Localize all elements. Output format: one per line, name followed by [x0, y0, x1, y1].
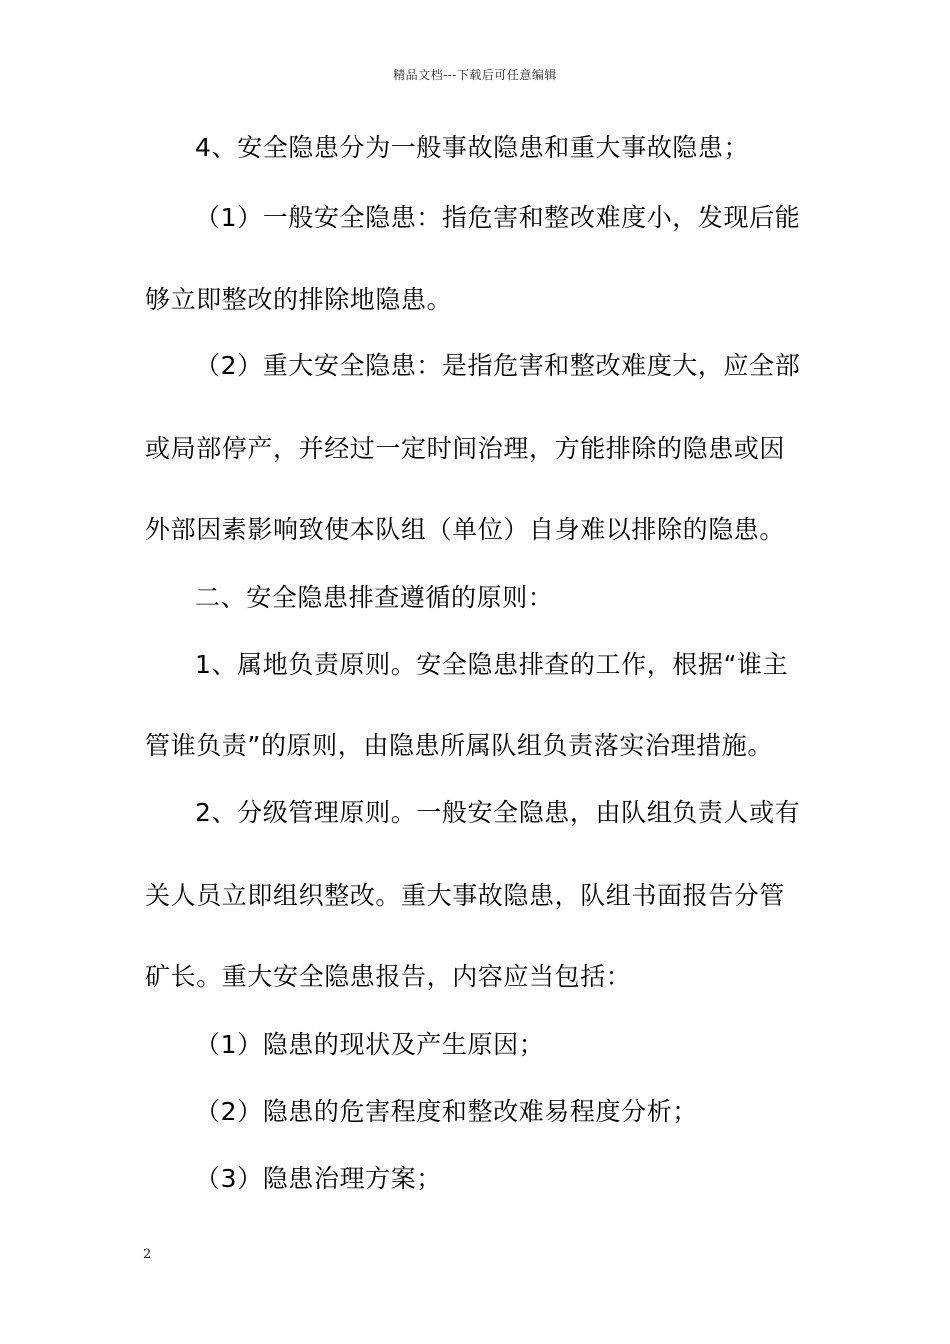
section-heading: 二、安全隐患排查遵循的原则： [195, 583, 554, 612]
paragraph-line: 管谁负责”的原则，由隐患所属队组负责落实治理措施。 [145, 731, 773, 760]
paragraph-line: 或局部停产，并经过一定时间治理，方能排除的隐患或因 [145, 434, 786, 463]
page-number: 2 [143, 1247, 152, 1262]
paragraph-line: 矿长。重大安全隐患报告，内容应当包括： [145, 962, 632, 991]
paragraph-line: 外部因素影响致使本队组（单位）自身难以排除的隐患。 [145, 515, 786, 544]
paragraph-line: 2、分级管理原则。一般安全隐患，由队组负责人或有 [195, 798, 801, 827]
paragraph-line: 关人员立即组织整改。重大事故隐患，队组书面报告分管 [145, 881, 786, 910]
paragraph-line: 4、安全隐患分为一般事故隐患和重大事故隐患； [195, 133, 750, 162]
page-header: 精品文档---下载后可任意编辑 [393, 68, 557, 82]
paragraph-line: 够立即整改的排除地隐患。 [145, 285, 453, 314]
list-item: （2）隐患的危害程度和整改难易程度分析； [195, 1097, 698, 1126]
list-item: （3）隐患治理方案； [195, 1164, 442, 1193]
list-item: （1）隐患的现状及产生原因； [195, 1030, 545, 1059]
paragraph-line: （1）一般安全隐患：指危害和整改难度小，发现后能 [195, 203, 801, 232]
paragraph-line: 1、属地负责原则。安全隐患排查的工作，根据“谁主 [195, 650, 789, 679]
paragraph-line: （2）重大安全隐患：是指危害和整改难度大，应全部 [195, 351, 801, 380]
